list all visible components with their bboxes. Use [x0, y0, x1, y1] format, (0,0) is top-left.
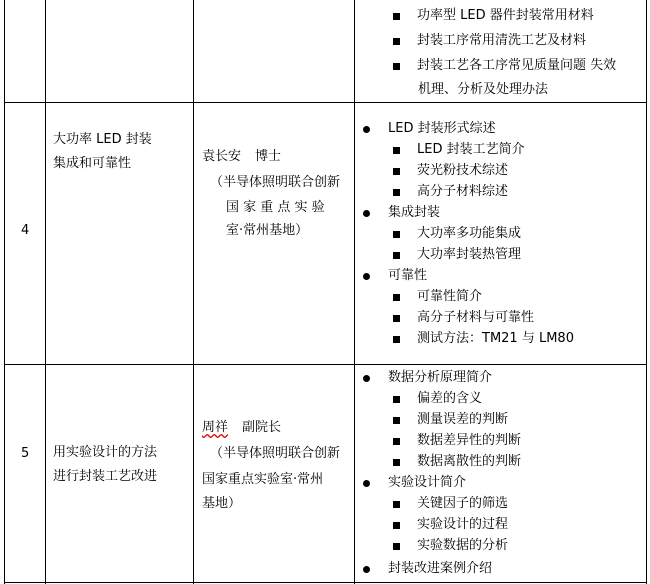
grid-line: [4, 102, 647, 103]
speaker-name: 周祥: [202, 420, 229, 435]
speaker-org-line: （半导体照明联合创新: [210, 446, 341, 461]
speaker-org-line: 基地）: [202, 496, 242, 511]
square-bullet-icon: [393, 315, 400, 322]
content-item-text: 实验设计简介: [388, 475, 467, 490]
circle-bullet-icon: [363, 566, 370, 573]
grid-line: [4, 364, 647, 365]
grid-line: [4, 582, 647, 583]
content-item-text: 集成封装: [388, 205, 441, 220]
content-item-text: 实验数据的分析: [417, 538, 509, 553]
content-item-text: 关键因子的筛选: [417, 496, 509, 511]
content-item: [393, 6, 594, 26]
content-item: [393, 224, 521, 244]
content-item: [363, 368, 492, 388]
speaker-name: 袁长安: [202, 149, 242, 164]
grid-line: [646, 0, 647, 584]
circle-bullet-icon: [363, 273, 370, 280]
square-bullet-icon: [393, 189, 400, 196]
square-bullet-icon: [393, 459, 400, 466]
content-item-text: 测试方法：TM21 与 LM80: [417, 331, 574, 346]
content-item-text: 封装工艺各工序常见质量问题 失效: [417, 58, 617, 73]
row-number: 4: [21, 223, 30, 238]
content-item: [393, 410, 508, 430]
square-bullet-icon: [393, 231, 400, 238]
content-item: [393, 536, 508, 556]
square-bullet-icon: [393, 417, 400, 424]
square-bullet-icon: [393, 294, 400, 301]
circle-bullet-icon: [363, 210, 370, 217]
content-item-text: 实验设计的过程: [417, 517, 509, 532]
circle-bullet-icon: [363, 375, 370, 382]
content-item-text: 封装改进案例介绍: [388, 561, 493, 576]
content-item-text: LED 封装工艺简介: [417, 142, 525, 157]
content-item: [363, 559, 492, 579]
content-item-text: 封装工序常用清洗工艺及材料: [417, 33, 587, 48]
content-item-text: 高分子材料综述: [417, 184, 509, 199]
content-item-text: 高分子材料与可靠性: [417, 310, 535, 325]
content-item-text: 数据离散性的判断: [417, 454, 522, 469]
square-bullet-icon: [393, 13, 400, 20]
content-item: [393, 56, 616, 76]
speaker-org-line: （半导体照明联合创新: [210, 175, 341, 190]
topic-line: 进行封装工艺改进: [53, 469, 158, 484]
row-number: 5: [21, 446, 30, 461]
content-item: [363, 473, 466, 493]
content-item: [393, 452, 521, 472]
content-item: [363, 203, 440, 223]
content-item-text: 可靠性: [388, 268, 428, 283]
content-item-text: 荧光粉技术综述: [417, 163, 509, 178]
speaker-org-line: 国 家 重 点 实 验: [226, 200, 325, 215]
square-bullet-icon: [393, 252, 400, 259]
topic-line: 用实验设计的方法: [53, 445, 158, 460]
content-item-text: 功率型 LED 器件封装常用材料: [417, 8, 594, 23]
circle-bullet-icon: [363, 480, 370, 487]
topic-line: 大功率 LED 封装: [53, 132, 152, 147]
content-item: [393, 431, 521, 451]
content-item: [393, 161, 508, 181]
content-item: [393, 329, 574, 349]
content-item: [393, 308, 534, 328]
square-bullet-icon: [393, 168, 400, 175]
speaker-name-title: [202, 147, 281, 167]
content-item: [393, 287, 482, 307]
content-item: [393, 494, 508, 514]
square-bullet-icon: [393, 501, 400, 508]
content-item-text: 大功率多功能集成: [417, 226, 522, 241]
content-item-continuation: 机理、分析及处理办法: [418, 82, 549, 97]
content-item-text: 大功率封装热管理: [417, 247, 522, 262]
grid-line: [4, 0, 5, 584]
square-bullet-icon: [393, 38, 400, 45]
square-bullet-icon: [393, 336, 400, 343]
speaker-title: 博士: [255, 149, 282, 164]
grid-line: [193, 0, 194, 584]
content-item-text: 测量误差的判断: [417, 412, 509, 427]
content-item: [393, 31, 586, 51]
content-item: [393, 389, 482, 409]
square-bullet-icon: [393, 522, 400, 529]
content-item: [393, 140, 525, 160]
content-item-text: 数据差异性的判断: [417, 433, 522, 448]
content-item-text: 数据分析原理简介: [388, 370, 493, 385]
grid-line: [354, 0, 355, 584]
content-item-text: 偏差的含义: [417, 391, 483, 406]
content-item: [363, 266, 427, 286]
content-item-text: 可靠性简介: [417, 289, 483, 304]
circle-bullet-icon: [363, 126, 370, 133]
square-bullet-icon: [393, 396, 400, 403]
square-bullet-icon: [393, 438, 400, 445]
content-item: [393, 182, 508, 202]
square-bullet-icon: [393, 543, 400, 550]
speaker-org-line: 国家重点实验室·常州: [202, 472, 324, 487]
content-item: [363, 119, 496, 139]
square-bullet-icon: [393, 147, 400, 154]
content-item: [393, 515, 508, 535]
speaker-name-title: [202, 418, 281, 438]
square-bullet-icon: [393, 63, 400, 70]
topic-line: 集成和可靠性: [53, 156, 132, 171]
speaker-org-line: 室·常州基地）: [226, 223, 309, 238]
content-item: [393, 245, 521, 265]
content-item-text: LED 封装形式综述: [388, 121, 496, 136]
speaker-title: 副院长: [242, 420, 282, 435]
grid-line: [45, 0, 46, 584]
